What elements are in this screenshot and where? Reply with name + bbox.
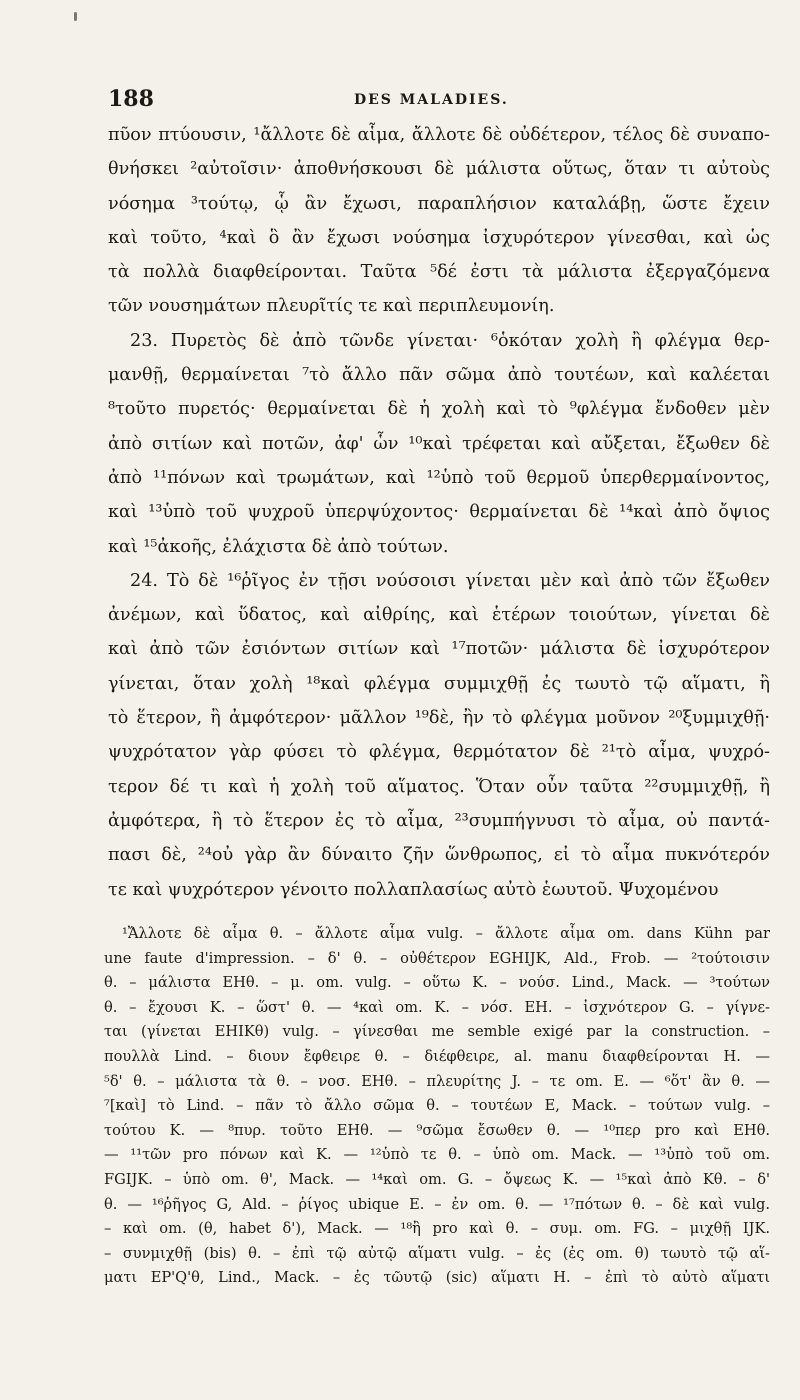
text-line: ἀπὸ ¹¹πόνων καὶ τρωμάτων, καὶ ¹²ὑπὸ τοῦ θερμοῦ ὑπερθερμαίνοντος,	[108, 467, 770, 488]
text-line: πῦον πτύουσιν, ¹ἄλλοτε δὲ αἷμα, ἄλλοτε δὲ οὐδέτερον, τέλος δὲ συναπο-	[108, 125, 770, 145]
text-line: τερον δέ τι καὶ ἡ χολὴ τοῦ αἵματος. Ὅταν οὖν ταῦτα ²²συμμιχθῇ, ἢ	[108, 776, 770, 797]
footnote-line: – συνμιχθῇ (bis) θ. – ἐπὶ τῷ αὐτῷ αἵματι vulg. – ἐς (ἐς om. θ) τωυτὸ τῷ αἵ-	[104, 1244, 770, 1262]
text-line: τὸ ἕτερον, ἢ ἀμφότερον· μᾶλλον ¹⁹δὲ, ἢν τὸ φλέγμα μοῦνον ²⁰ξυμμιχθῇ·	[108, 708, 770, 729]
text-line: καὶ ¹⁵ἀκοῆς, ἐλάχιστα δὲ ἀπὸ τούτων.	[108, 536, 449, 557]
footnote-line: — ¹¹τῶν pro πόνων καὶ K. — ¹²ὑπὸ τε θ. – ὑπὸ om. Mack. — ¹³ὑπὸ τοῦ om.	[104, 1146, 770, 1164]
footnotes	[104, 922, 770, 1291]
footnote-line: ται (γίνεται EHIKθ) vulg. – γίνεσθαι me semble exigé par la construction. –	[104, 1023, 770, 1041]
footnote-line: une faute d'impression. – δ' θ. – οὐθέτερον EGHIJK, Ald., Frob. — ²τούτοισιν	[104, 949, 770, 967]
text-line: μανθῇ, θερμαίνεται ⁷τὸ ἄλλο πᾶν σῶμα ἀπὸ τουτέων, καὶ καλέεται	[108, 365, 770, 386]
running-title: DES MALADIES.	[354, 92, 509, 108]
footnote-line: ματι EP'Q'θ, Lind., Mack. – ἐς τῶυτῷ (sic) αἵματι H. – ἐπὶ τὸ αὐτὸ αἵματι	[104, 1269, 770, 1287]
text-line: τε καὶ ψυχρότερον γένοιτο πολλαπλασίως αὐτὸ ἑωυτοῦ. Ψυχομένου	[108, 879, 719, 900]
text-line: 23. Πυρετὸς δὲ ἀπὸ τῶνδε γίνεται· ⁶ὁκόταν χολὴ ἢ φλέγμα θερ-	[130, 330, 770, 351]
footnote-line: θ. – ἔχουσι K. – ὥστ' θ. — ⁴καὶ om. K. – νόσ. EH. – ἰσχνότερον G. – γίγνε-	[104, 998, 770, 1016]
text-line: ἀμφότερα, ἢ τὸ ἕτερον ἐς τὸ αἷμα, ²³συμπήγνυσι τὸ αἷμα, οὐ παντά-	[108, 810, 770, 831]
footnote-line: θ. – μάλιστα EHθ. – μ. om. vulg. – οὕτω K. – νούσ. Lind., Mack. — ³τούτων	[104, 974, 770, 992]
footnote-line: τούτου K. — ⁸πυρ. τοῦτο EHθ. — ⁹σῶμα ἔσωθεν θ. — ¹⁰περ pro καὶ EHθ.	[104, 1121, 770, 1139]
text-line: γίνεται, ὅταν χολὴ ¹⁸καὶ φλέγμα συμμιχθῇ ἐς τωυτὸ τῷ αἵματι, ἢ	[108, 673, 770, 694]
text-line: νόσημα ³τούτῳ, ᾧ ἂν ἔχωσι, παραπλήσιον καταλάβῃ, ὥστε ἔχειν	[108, 193, 770, 214]
text-line: τῶν νουσημάτων πλευρῖτίς τε καὶ περιπλευμονίη.	[108, 296, 555, 317]
main-text	[108, 118, 770, 907]
footnote-line: ⁵δ' θ. – μάλιστα τὰ θ. – νοσ. EHθ. – πλευρίτης J. – τε om. E. — ⁶ὅτ' ἂν θ. —	[104, 1072, 770, 1090]
text-line: καὶ ¹³ὑπὸ τοῦ ψυχροῦ ὑπερψύχοντος· θερμαίνεται δὲ ¹⁴καὶ ἀπὸ ὄψιος	[108, 502, 770, 523]
text-line: ψυχρότατον γὰρ φύσει τὸ φλέγμα, θερμότατον δὲ ²¹τὸ αἷμα, ψυχρό-	[108, 742, 770, 763]
footnote-line: ¹Ἄλλοτε δὲ αἷμα θ. – ἄλλοτε αἷμα vulg. – ἄλλοτε αἷμα om. dans Kühn par	[122, 925, 770, 942]
text-line: πασι δὲ, ²⁴οὐ γὰρ ἂν δύναιτο ζῆν ὥνθρωπος, εἰ τὸ αἷμα πυκνότερόν	[108, 845, 770, 866]
text-line: ἀνέμων, καὶ ὕδατος, καὶ αἰθρίης, καὶ ἑτέρων τοιούτων, γίνεται δὲ	[108, 605, 770, 626]
text-line: θνήσκει ²αὐτοῖσιν· ἀποθνήσκουσι δὲ μάλιστα οὕτως, ὅταν τι αὐτοὺς	[108, 159, 770, 180]
text-line: τὰ πολλὰ διαφθείρονται. Ταῦτα ⁵δέ ἐστι τὰ μάλιστα ἐξεργαζόμενα	[108, 262, 770, 283]
footnote-line: – καὶ om. (θ, habet δ'), Mack. — ¹⁸ἢ pro καὶ θ. – συμ. om. FG. – μιχθῇ IJK.	[104, 1220, 770, 1238]
text-line: 24. Τὸ δὲ ¹⁶ῥῖγος ἐν τῇσι νούσοισι γίνεται μὲν καὶ ἀπὸ τῶν ἔξωθεν	[130, 570, 770, 591]
footnote-line: ⁷[καὶ] τὸ Lind. – πᾶν τὸ ἄλλο σῶμα θ. – τουτέων E, Mack. – τούτων vulg. –	[104, 1097, 770, 1115]
footnote-line: FGIJK. – ὑπὸ om. θ', Mack. — ¹⁴καὶ om. G. – ὄψεως K. — ¹⁵καὶ ἀπὸ Kθ. – δ'	[104, 1170, 770, 1188]
page-number: 188	[108, 86, 154, 112]
text-line: καὶ ἀπὸ τῶν ἐσιόντων σιτίων καὶ ¹⁷ποτῶν· μάλιστα δὲ ἰσχυρότερον	[108, 639, 770, 660]
text-line: καὶ τοῦτο, ⁴καὶ ὃ ἂν ἔχωσι νούσημα ἰσχυρότερον γίνεσθαι, καὶ ὡς	[108, 227, 770, 248]
paper-speck	[74, 12, 77, 21]
text-line: ἀπὸ σιτίων καὶ ποτῶν, ἀφ' ὧν ¹⁰καὶ τρέφεται καὶ αὔξεται, ἔξωθεν δὲ	[108, 433, 770, 454]
text-line: ⁸τοῦτο πυρετός· θερμαίνεται δὲ ἡ χολὴ καὶ τὸ ⁹φλέγμα ἔνδοθεν μὲν	[108, 399, 770, 420]
footnote-line: πουλλὰ Lind. – διουν ἔφθειρε θ. – διέφθειρε, al. manu διαφθείρονται H. —	[104, 1047, 770, 1065]
page-header	[108, 86, 768, 116]
footnote-line: θ. — ¹⁶ῥῆγος G, Ald. – ῥίγος ubique E. – ἐν om. θ. — ¹⁷πότων θ. – δὲ καὶ vulg.	[104, 1195, 770, 1213]
